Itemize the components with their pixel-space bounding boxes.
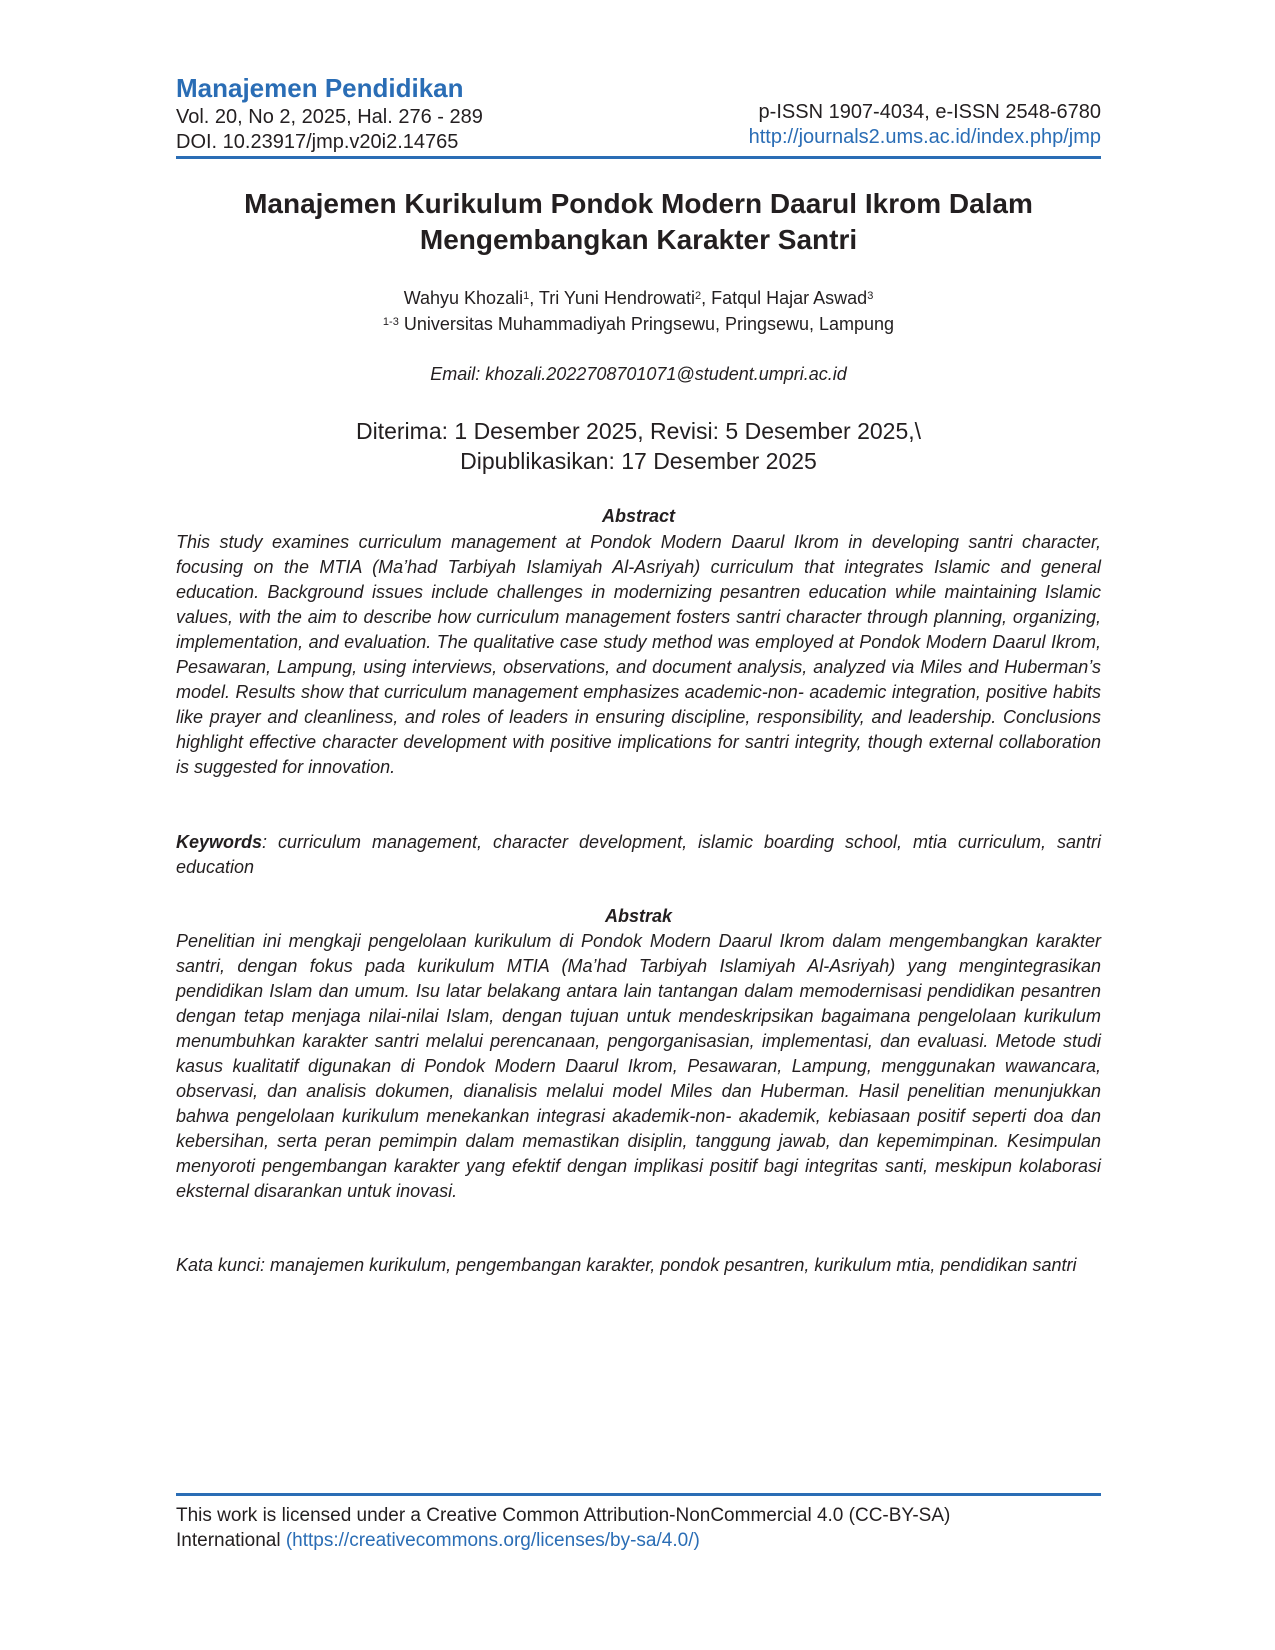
abstrak-text: Penelitian ini mengkaji pengelolaan kurikulum di Pondok Modern Daarul Ikrom dalam mengembangkan karakter santri, dengan fokus pada kurikulum MTIA (Ma’had Tarbiyah Islamiyah Al-Asriyah) yang mengintegrasikan pendidikan Islam dan umum. Isu latar belakang antara lain tantangan dalam memodernisasi pendidikan pesantren dengan tetap menjaga nilai-nilai Islam, dengan tujuan untuk mendeskripsikan bagaimana pengelolaan kurikulum menumbuhkan karakter santri melalui perencanaan, pengorganisasian, implementasi, dan evaluasi. Metode studi kasus kualitatif digunakan di Pondok Modern Daarul Ikrom, Pesawaran, Lampung, menggunakan wawancara, observasi, dan analisis dokumen, dianalisis melalui model Miles dan Huberman. Hasil penelitian menunjukkan bahwa pengelolaan kurikulum menekankan integrasi akademik-non- akademik, kebiasaan positif seperti doa dan kebersihan, serta peran pemimpin dalam memastikan disiplin, tanggung jawab, dan kepemimpinan. Kesimpulan menyoroti pengembangan karakter yang efektif dengan implikasi positif bagi integritas santi, meskipun kolaborasi eksternal disarankan untuk inovasi. bbox=[176, 931, 1101, 1201]
dates-line-2: Dipublikasikan: 17 Desember 2025 bbox=[460, 448, 817, 474]
journal-header bbox=[176, 72, 1101, 158]
author-name: Fatqul Hajar Aswad bbox=[711, 288, 868, 308]
license-line-1: This work is licensed under a Creative Common Attribution-NonCommercial 4.0 (CC-BY-SA) bbox=[176, 1505, 951, 1526]
abstrak-heading: Abstrak bbox=[604, 906, 673, 926]
title-line-2: Mengembangkan Karakter Santri bbox=[419, 224, 858, 255]
header-divider bbox=[176, 156, 1101, 159]
dates-line-1: Diterima: 1 Desember 2025, Revisi: 5 Desember 2025,\ bbox=[355, 418, 922, 444]
keywords-text: : curriculum management, character development, islamic boarding school, mtia curriculum, santri education bbox=[176, 832, 1101, 877]
license-notice bbox=[176, 1503, 1101, 1553]
keywords-label: Keywords bbox=[176, 832, 263, 852]
affiliation-text: Universitas Muhammadiyah Pringsewu, Pringsewu, Lampung bbox=[403, 314, 895, 334]
journal-url-link[interactable]: http://journals2.ums.ac.id/index.php/jmp bbox=[748, 126, 1101, 148]
keywords bbox=[176, 830, 1101, 880]
volume-info: Vol. 20, No 2, 2025, Hal. 276 - 289 bbox=[176, 106, 483, 128]
author-sup: 3 bbox=[867, 290, 874, 302]
journal-name: Manajemen Pendidikan bbox=[176, 73, 464, 103]
abstract-text: This study examines curriculum management at Pondok Modern Daarul Ikrom in developing santri character, focusing on the MTIA (Ma’had Tarbiyah Islamiyah Al-Asriyah) curriculum that integrates Islamic and general education. Background issues include challenges in modernizing pesantren education while maintaining Islamic values, with the aim to describe how curriculum management fosters santri character through planning, organizing, implementation, and evaluation. The qualitative case study method was employed at Pondok Modern Daarul Ikrom, Pesawaran, Lampung, using interviews, observations, and document analysis, analyzed via Miles and Huberman’s model. Results show that curriculum management emphasizes academic-non- academic integration, positive habits like prayer and cleanliness, and roles of leaders in ensuring discipline, responsibility, and leadership. Conclusions highlight effective character development with positive implications for santri integrity, though external collaboration is suggested for innovation. bbox=[176, 532, 1101, 777]
affiliation-sup: 1-3 bbox=[382, 316, 399, 328]
author-name: Wahyu Khozali bbox=[403, 288, 524, 308]
author-sup: 1 bbox=[523, 290, 530, 302]
author-list: Wahyu Khozali$^1$, Tri Yuni Hendrowati$^2$, Fatqul Hajar Aswad$^3$ bbox=[403, 288, 874, 308]
kata-kunci: Kata kunci: manajemen kurikulum, pengembangan karakter, pondok pesantren, kurikulum mtia, pendidikan santri bbox=[176, 1255, 1077, 1275]
author-sup: 2 bbox=[694, 290, 702, 302]
author-name: Tri Yuni Hendrowati bbox=[538, 288, 695, 308]
title-line-1: Manajemen Kurikulum Pondok Modern Daarul Ikrom Dalam bbox=[244, 188, 1033, 219]
abstract-heading: Abstract bbox=[601, 506, 676, 526]
paper-page bbox=[176, 0, 1101, 1650]
license-prefix: International bbox=[176, 1530, 286, 1551]
license-line-2 bbox=[176, 1528, 1101, 1553]
author-email: Email: khozali.2022708701071@student.umpri.ac.id bbox=[430, 364, 847, 384]
publication-dates bbox=[176, 416, 1101, 476]
footer-divider bbox=[176, 1493, 1101, 1496]
doi: DOI. 10.23917/jmp.v20i2.14765 bbox=[176, 131, 459, 153]
issn: p-ISSN 1907-4034, e-ISSN 2548-6780 bbox=[758, 101, 1101, 123]
article-title bbox=[176, 186, 1101, 258]
affiliation bbox=[176, 311, 1101, 337]
license-link[interactable]: (https://creativecommons.org/licenses/by-sa/4.0/) bbox=[285, 1530, 700, 1551]
